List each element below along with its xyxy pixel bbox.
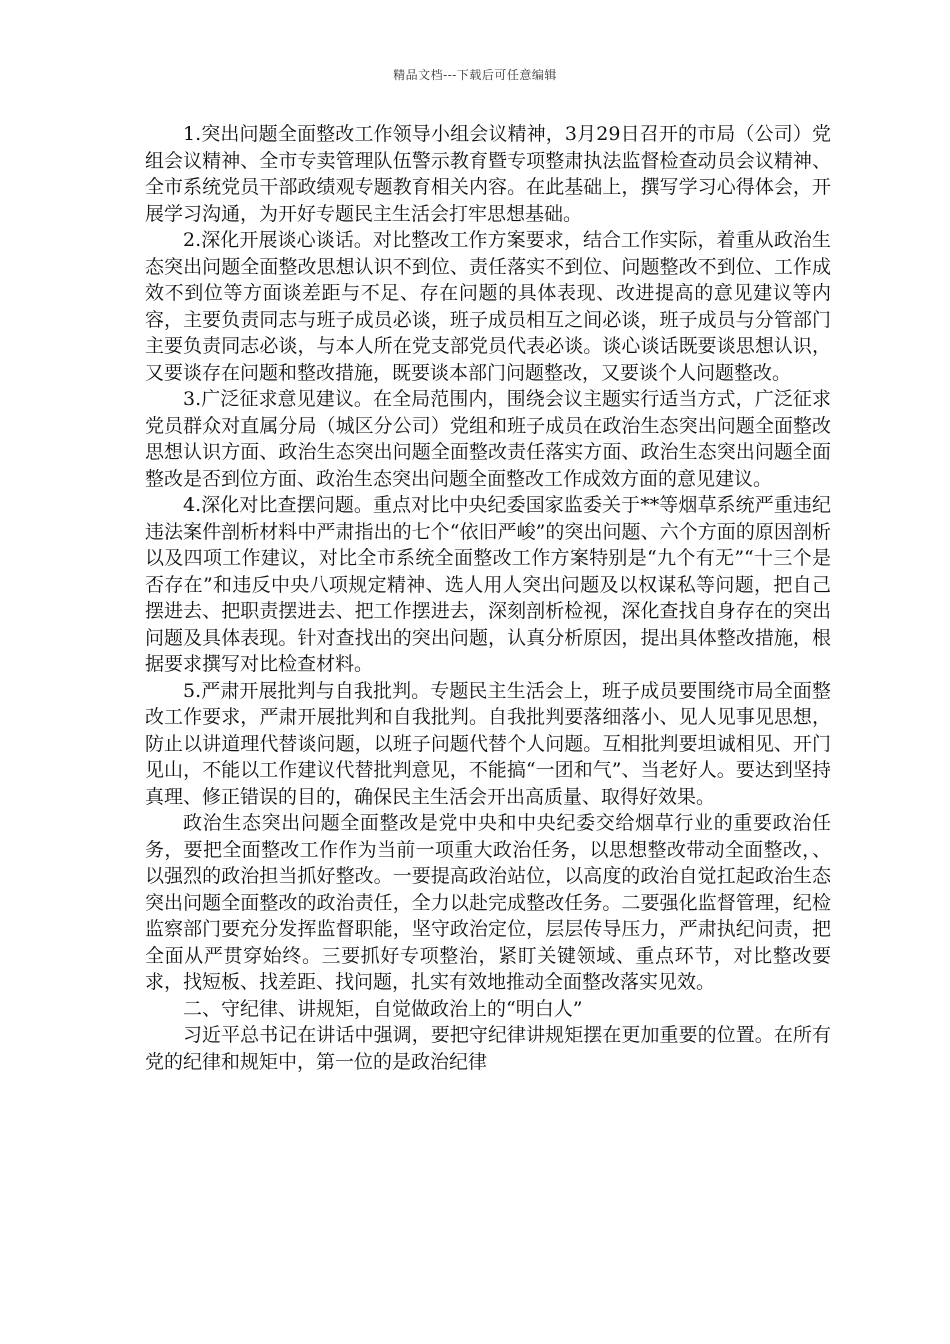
paragraph-item-4: 4.深化对比查摆问题。重点对比中央纪委国家监委关于**等烟草系统严重违纪违法案件剖析材料中严肃指出的七个“依旧严峻”的突出问题、六个方面的原因剖析以及四项工作建议，对比全市系统全面整改工作方案特别是“九个有无”“十三个是否存在”和违反中央八项规定精神、选人用人突出问题及以权谋私等问题，把自己摆进去、把职责摆进去、把工作摆进去，深刻剖析检视，深化查找自身存在的突出问题及具体表现。针对查找出的突出问题，认真分析原因，提出具体整改措施，根据要求撰写对比检查材料。 [145, 494, 831, 675]
document-body [145, 121, 831, 1075]
paragraph-item-1: 1.突出问题全面整改工作领导小组会议精神，3月29日召开的市局（公司）党组会议精神、全市专卖管理队伍警示教育暨专项整肃执法监督检查动员会议精神、全市系统党员干部政绩观专题教育相关内容。在此基础上，撰写学习心得体会，开展学习沟通，为开好专题民主生活会打牢思想基础。 [145, 123, 831, 225]
paragraph-summary: 政治生态突出问题全面整改是党中央和中央纪委交给烟草行业的重要政治任务，要把全面整改工作作为当前一项重大政治任务，以思想整改带动全面整改，、以强烈的政治担当抓好整改。一要提高政治站位，以高度的政治自觉扛起政治生态突出问题全面整改的政治责任，全力以赴完成整改任务。二要强化监督管理，纪检监察部门要充分发挥监督职能，坚守政治定位，层层传导压力，严肃执纪问责，把全面从严贯穿始终。三要抓好专项整治，紧盯关键领域、重点环节，对比整改要求，找短板、找差距、找问题，扎实有效地推动全面整改落实见效。 [145, 812, 831, 993]
paragraph-continued: 习近平总书记在讲话中强调，要把守纪律讲规矩摆在更加重要的位置。在所有党的纪律和规矩中，第一位的是政治纪律 [145, 1024, 831, 1073]
paragraph-item-3: 3.广泛征求意见建议。在全局范围内，围绕会议主题实行适当方式，广泛征求党员群众对直属分局（城区分公司）党组和班子成员在政治生态突出问题全面整改思想认识方面、政治生态突出问题全面整改责任落实方面、政治生态突出问题全面整改是否到位方面、政治生态突出问题全面整改工作成效方面的意见建议。 [145, 388, 831, 490]
section-heading: 二、守纪律、讲规矩，自觉做政治上的“明白人” [183, 997, 583, 1020]
page-header: 精品文档---下载后可任意编辑 [393, 68, 557, 82]
paragraph-item-5: 5.严肃开展批判与自我批判。专题民主生活会上，班子成员要围绕市局全面整改工作要求，严肃开展批判和自我批判。自我批判要落细落小、见人见事见思想，防止以讲道理代替谈问题，以班子问题代替个人问题。互相批判要坦诚相见、开门见山，不能以工作建议代替批判意见，不能搞“一团和气”、当老好人。要达到坚持真理、修正错误的目的，确保民主生活会开出高质量、取得好效果。 [145, 679, 831, 808]
paragraph-item-2: 2.深化开展谈心谈话。对比整改工作方案要求，结合工作实际，着重从政治生态突出问题全面整改思想认识不到位、责任落实不到位、问题整改不到位、工作成效不到位等方面谈差距与不足、存在问题的具体表现、改进提高的意见建议等内容，主要负责同志与班子成员必谈，班子成员相互之间必谈，班子成员与分管部门主要负责同志必谈，与本人所在党支部党员代表必谈。谈心谈话既要谈思想认识，又要谈存在问题和整改措施，既要谈本部门问题整改，又要谈个人问题整改。 [145, 229, 831, 384]
